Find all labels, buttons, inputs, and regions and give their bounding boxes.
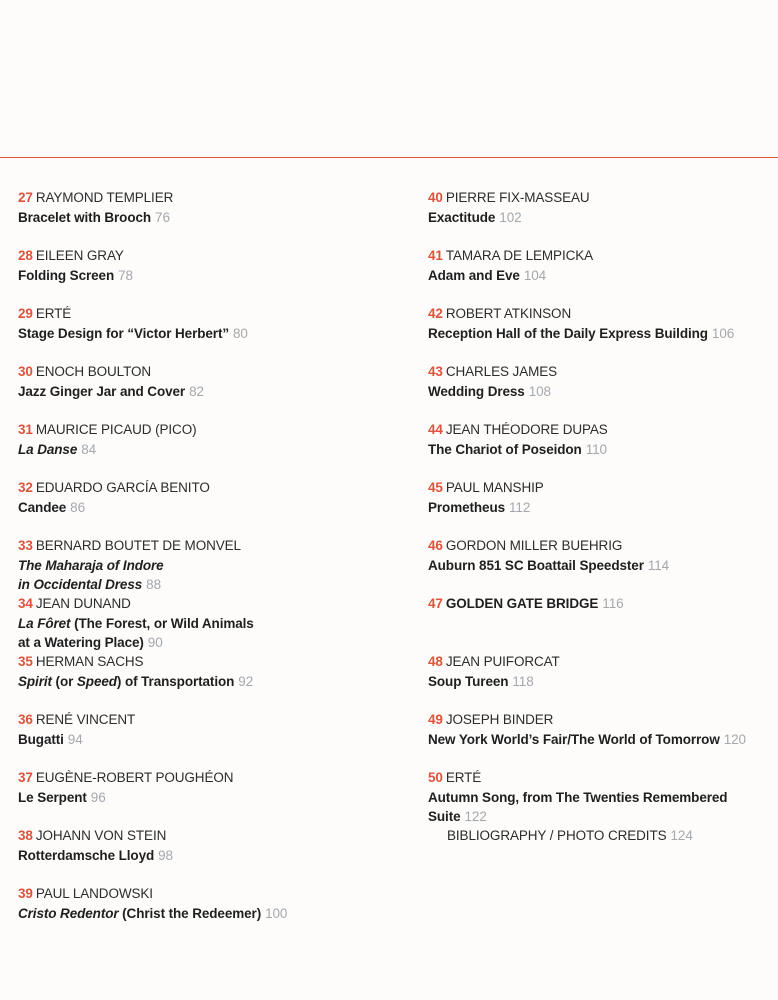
page-number: 102 [499,209,522,225]
artist-name: JEAN THÉODORE DUPAS [445,422,608,437]
contents-entry [428,478,776,517]
entry-heading [428,826,776,846]
entry-number: 49 [428,712,443,727]
page-number: 92 [238,673,254,689]
entry-heading [428,304,776,324]
contents-entry [18,652,388,691]
entry-number: 45 [428,480,443,495]
page-number: 120 [723,731,746,747]
artist-name: ENOCH BOULTON [35,364,152,379]
contents-entry [18,536,388,595]
artist-name: JEAN PUIFORCAT [445,654,560,669]
work-title [428,208,776,228]
contents-entry [428,768,776,827]
entry-heading [18,826,388,846]
page-number: 78 [118,267,133,283]
work-title [18,324,388,344]
page-number: 110 [585,441,607,457]
work-title-segment: Soup Tureen [428,673,509,689]
work-title [428,807,776,827]
work-title-segment: Bracelet with Brooch [18,209,152,225]
work-title-segment: at a Watering Place) [18,635,144,650]
entry-number: 46 [428,538,443,553]
work-title-segment: Exactitude [428,209,496,225]
contents-entry [428,304,776,343]
artist-name: GOLDEN GATE BRIDGE [445,596,599,611]
page-number: 106 [711,325,735,341]
entry-number: 33 [18,538,33,553]
artist-name: TAMARA DE LEMPICKA [445,248,594,263]
entry-heading [18,362,388,382]
work-title [18,614,388,634]
entry-number: 48 [428,654,443,669]
page-number: 118 [512,673,534,689]
artist-name: BIBLIOGRAPHY / PHOTO CREDITS [447,828,667,843]
work-title-segment: Adam and Eve [428,267,520,283]
artist-name: PAUL LANDOWSKI [35,886,153,901]
entry-heading [428,420,776,440]
work-title [18,208,388,228]
work-title [18,575,388,595]
entry-number: 28 [18,248,33,263]
work-title-segment: Prometheus [428,499,506,515]
work-title-segment: Reception Hall of the Daily Express Building [428,325,708,341]
work-title-segment: La Fôret [18,615,71,631]
page-number: 124 [670,828,693,843]
work-title-segment: Le Serpent [18,789,87,805]
page-number: 114 [647,557,670,573]
contents-entry [428,826,776,846]
artist-name: PAUL MANSHIP [445,480,544,495]
entry-number: 47 [428,596,443,611]
work-title-segment: Speed [76,673,117,689]
work-title [428,440,776,460]
entry-number: 34 [18,596,33,611]
work-title [18,633,388,653]
page-number: 122 [464,809,487,824]
work-title-segment: (Christ the Redeemer) [118,905,262,921]
contents-entry [18,594,388,653]
work-title-segment: Autumn Song, from The Twenties Remembered [428,789,728,805]
work-title [428,324,776,344]
page-number: 96 [90,789,106,805]
work-title [428,788,776,808]
artist-name: CHARLES JAMES [445,364,558,379]
artist-name: ROBERT ATKINSON [445,306,572,321]
page-number: 90 [147,635,163,650]
entry-number: 37 [18,770,33,785]
contents-entry [428,536,776,575]
artist-name: RENÉ VINCENT [35,712,136,727]
contents-entry [428,594,776,614]
work-title-segment: The Maharaja of Indore [18,557,164,573]
entry-heading [428,478,776,498]
contents-entry [428,362,776,401]
entry-heading [428,188,776,208]
entry-heading [18,710,388,730]
artist-name: ERTÉ [445,770,482,785]
work-title-segment: Suite [428,809,461,824]
entry-heading [18,246,388,266]
entry-number: 35 [18,654,33,669]
entry-number: 50 [428,770,443,785]
work-title [428,382,776,402]
contents-entry [428,652,776,691]
work-title [428,556,776,576]
header-rule [0,157,778,158]
entry-heading [18,304,388,324]
work-title-segment: Rotterdamsche Lloyd [18,847,155,863]
work-title [18,498,388,518]
entry-heading [18,594,388,614]
contents-entry [18,710,388,749]
artist-name: RAYMOND TEMPLIER [35,190,174,205]
work-title-segment: New York World’s Fair/The World of Tomorrow [428,731,720,747]
entry-number: 38 [18,828,33,843]
work-title-segment: Stage Design for “Victor Herbert” [18,325,229,341]
work-title [18,788,388,808]
contents-entry [18,768,388,807]
contents-entry [428,420,776,459]
contents-entry [18,362,388,401]
contents-entry [18,246,388,285]
page-number: 84 [81,441,97,457]
artist-name: BERNARD BOUTET DE MONVEL [35,538,241,553]
contents-entry [18,884,388,923]
work-title [428,266,776,286]
page-number: 88 [146,577,161,592]
entry-heading [18,768,388,788]
page-number: 108 [528,383,551,399]
artist-name: JOSEPH BINDER [445,712,554,727]
work-title [18,846,388,866]
artist-name: JEAN DUNAND [35,596,131,611]
work-title-segment: ) of Transportation [116,673,235,689]
entry-number: 43 [428,364,443,379]
work-title [428,498,776,518]
entry-number: 42 [428,306,443,321]
page-number: 104 [523,267,547,283]
work-title-segment: Folding Screen [18,267,115,283]
page-number: 76 [155,209,170,225]
work-title-segment: Bugatti [18,731,64,747]
entry-heading [428,594,776,614]
contents-entry [18,826,388,865]
contents-entry [428,188,776,227]
entry-number: 41 [428,248,443,263]
work-title-segment: La Danse [18,441,78,457]
entry-heading [18,478,388,498]
work-title [18,382,388,402]
entry-heading [428,768,776,788]
artist-name: HERMAN SACHS [35,654,144,669]
entry-number: 36 [18,712,33,727]
work-title-segment: Candee [18,499,67,515]
work-title [18,556,388,576]
work-title-segment: in Occidental Dress [18,577,143,592]
work-title [18,440,388,460]
work-title-segment: Wedding Dress [428,383,525,399]
artist-name: PIERRE FIX-MASSEAU [445,190,590,205]
entry-number: 44 [428,422,443,437]
contents-entry [18,188,388,227]
page-number: 98 [158,847,173,863]
entry-heading [428,652,776,672]
entry-heading [428,246,776,266]
work-title [18,672,388,692]
contents-entry [428,246,776,285]
artist-name: MAURICE PICAUD (PICO) [35,422,197,437]
artist-name: EILEEN GRAY [35,248,124,263]
work-title-segment: The Chariot of Poseidon [428,441,582,457]
work-title [18,904,388,924]
entry-heading [18,536,388,556]
work-title-segment: Auburn 851 SC Boattail Speedster [428,557,644,573]
work-title [18,266,388,286]
page-number: 80 [233,325,248,341]
work-title [428,672,776,692]
work-title-segment: Cristo Redentor [18,905,119,921]
entry-heading [18,884,388,904]
artist-name: EUGÈNE-ROBERT POUGHÉON [35,770,234,785]
artist-name: EDUARDO GARCÍA BENITO [35,480,210,495]
artist-name: GORDON MILLER BUEHRIG [445,538,623,553]
entry-number: 40 [428,190,443,205]
page-number: 86 [70,499,85,515]
entry-heading [428,710,776,730]
artist-name: JOHANN VON STEIN [35,828,167,843]
page-number: 82 [189,383,204,399]
contents-entry [18,478,388,517]
entry-heading [428,536,776,556]
entry-heading [18,652,388,672]
contents-entry [428,710,776,749]
page-number: 94 [67,731,83,747]
entry-number: 32 [18,480,33,495]
work-title-segment: Jazz Ginger Jar and Cover [18,383,186,399]
entry-number: 30 [18,364,33,379]
entry-number: 27 [18,190,33,205]
work-title-segment: (or [51,673,77,689]
work-title-segment: (The Forest, or Wild Animals [70,615,254,631]
work-title-segment: Spirit [18,673,52,689]
work-title [428,730,776,750]
entry-number: 31 [18,422,33,437]
artist-name: ERTÉ [35,306,72,321]
page-number: 116 [602,596,624,611]
page-number: 100 [265,905,288,921]
entry-heading [18,188,388,208]
entry-number: 39 [18,886,33,901]
entry-heading [428,362,776,382]
contents-entry [18,304,388,343]
entry-number: 29 [18,306,33,321]
entry-heading [18,420,388,440]
contents-entry [18,420,388,459]
page-number: 112 [509,499,531,515]
work-title [18,730,388,750]
